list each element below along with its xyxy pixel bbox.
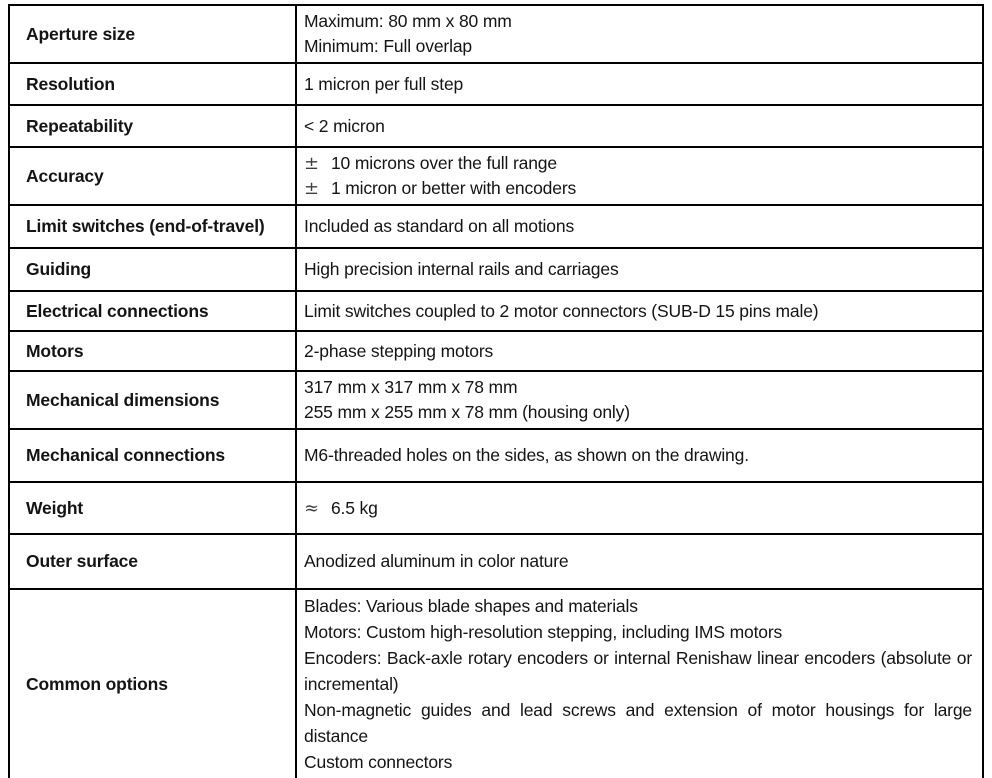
row-value-line: 1 micron per full step <box>304 73 464 94</box>
row-label: Accuracy <box>9 147 296 205</box>
row-value-line: Limit switches coupled to 2 motor connectors (SUB-D 15 pins male) <box>304 300 819 321</box>
row-value <box>296 63 983 105</box>
row-value-text: 10 microns over the full range <box>330 153 557 173</box>
table-row <box>9 371 983 429</box>
row-value <box>296 205 983 248</box>
row-label: Aperture size <box>9 5 296 63</box>
table-row <box>9 63 983 105</box>
row-value-line: Blades: Various blade shapes and materials <box>304 596 638 616</box>
table-row <box>9 331 983 371</box>
row-value <box>296 534 983 589</box>
table-row <box>9 589 983 778</box>
table-row <box>9 291 983 331</box>
row-value-line: Custom connectors <box>304 752 453 772</box>
table-row <box>9 482 983 534</box>
plus-minus-icon: ± <box>304 178 319 199</box>
row-value <box>296 331 983 371</box>
document-page <box>0 4 992 778</box>
row-value-line: < 2 micron <box>304 115 385 136</box>
row-value-line: M6-threaded holes on the sides, as shown on the drawing. <box>304 445 749 465</box>
table-row <box>9 534 983 589</box>
row-label: Motors <box>9 331 296 371</box>
row-value <box>296 291 983 331</box>
spec-table-body <box>9 5 983 778</box>
row-label: Guiding <box>9 248 296 291</box>
row-value <box>296 482 983 534</box>
row-value <box>296 429 983 482</box>
row-value <box>296 371 983 429</box>
row-value-line: Non-magnetic guides and lead screws and extension of motor housings for large distance <box>304 700 972 746</box>
row-value-text: 1 micron or better with encoders <box>330 178 577 198</box>
row-value <box>296 147 983 205</box>
row-value <box>296 105 983 147</box>
table-row <box>9 429 983 482</box>
row-label: Mechanical connections <box>9 429 296 482</box>
row-value-line: 2-phase stepping motors <box>304 340 494 361</box>
table-row <box>9 205 983 248</box>
row-label: Limit switches (end-of-travel) <box>9 205 296 248</box>
row-value-line: Minimum: Full overlap <box>304 36 473 56</box>
table-row <box>9 105 983 147</box>
row-label: Resolution <box>9 63 296 105</box>
row-value-line <box>304 496 972 521</box>
table-row <box>9 248 983 291</box>
row-value-line <box>304 151 972 176</box>
row-value-line: 317 mm x 317 mm x 78 mm <box>304 377 518 397</box>
row-label: Weight <box>9 482 296 534</box>
row-value <box>296 248 983 291</box>
table-row <box>9 5 983 63</box>
spec-table <box>8 4 984 778</box>
row-label: Electrical connections <box>9 291 296 331</box>
row-value <box>296 589 983 778</box>
row-value-line <box>304 176 972 201</box>
row-value-line: High precision internal rails and carriages <box>304 259 619 279</box>
row-value-line: 255 mm x 255 mm x 78 mm (housing only) <box>304 402 630 422</box>
approximately-icon: ≈ <box>304 497 319 519</box>
row-value-line: Anodized aluminum in color nature <box>304 551 569 571</box>
row-label: Outer surface <box>9 534 296 589</box>
row-label: Mechanical dimensions <box>9 371 296 429</box>
table-row <box>9 147 983 205</box>
row-value <box>296 5 983 63</box>
row-value-line: Encoders: Back-axle rotary encoders or internal Renishaw linear encoders (absolute or incremental) <box>304 648 972 694</box>
row-value-text: 6.5 kg <box>330 497 378 518</box>
row-value-line: Included as standard on all motions <box>304 216 575 236</box>
row-value-line: Maximum: 80 mm x 80 mm <box>304 11 512 31</box>
row-value-line: Motors: Custom high-resolution stepping, including IMS motors <box>304 622 783 642</box>
plus-minus-icon: ± <box>304 153 319 174</box>
row-label: Common options <box>9 589 296 778</box>
row-label: Repeatability <box>9 105 296 147</box>
